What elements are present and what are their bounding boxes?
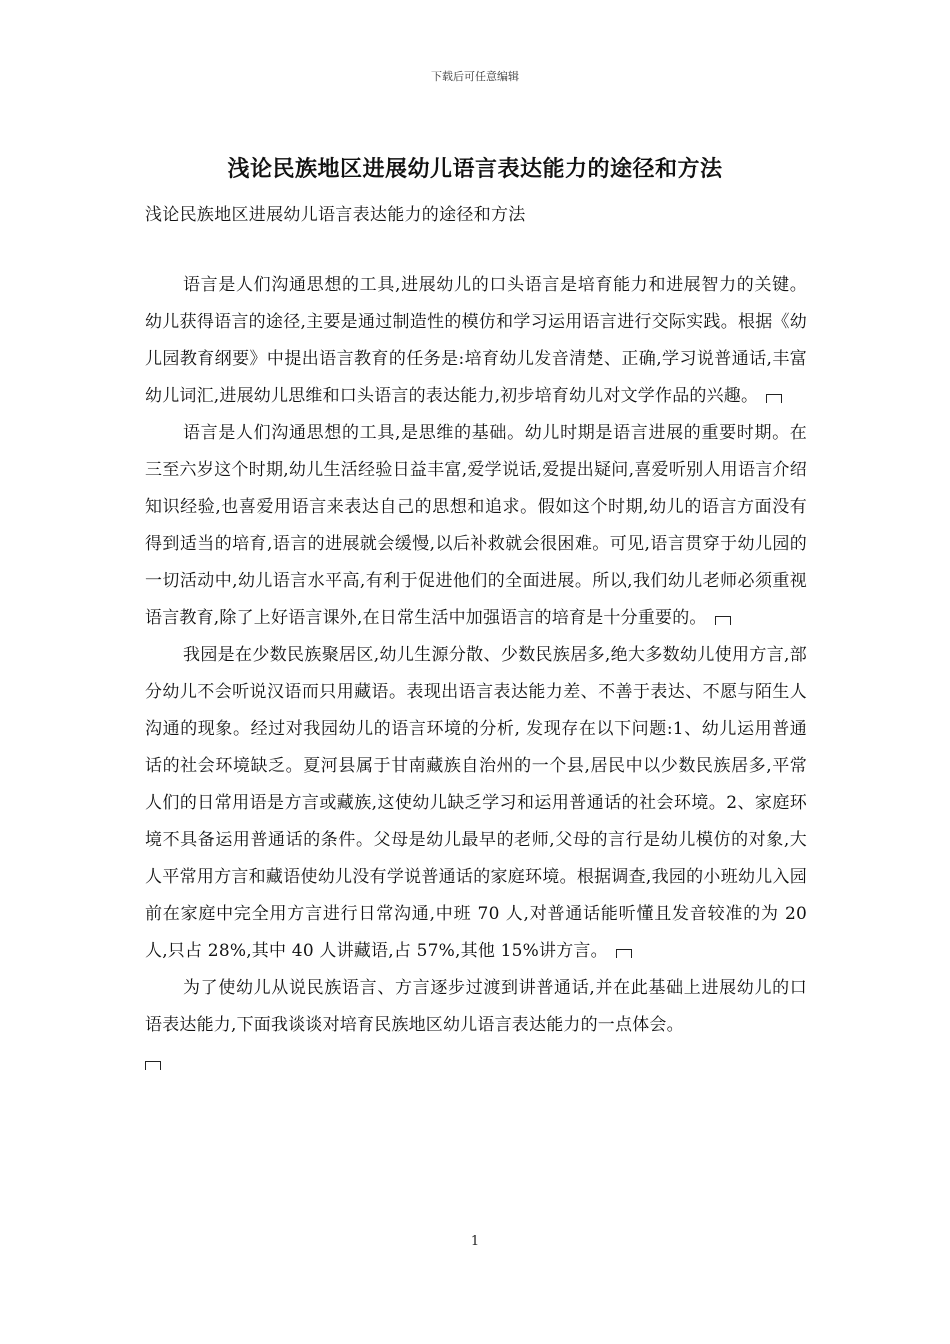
header-note: 下载后可任意编辑 (431, 70, 519, 83)
paragraph-mark-icon (766, 394, 782, 403)
document-subtitle: 浅论民族地区进展幼儿语言表达能力的途径和方法 (145, 205, 526, 225)
paragraph-mark-icon (616, 949, 632, 958)
paragraph-text: 我园是在少数民族聚居区,幼儿生源分散、少数民族居多,绝大多数幼儿使用方言,部分幼儿不会听说汉语而只用藏语。表现出语言表达能力差、不善于表达、不愿与陌生人沟通的现象。经过对我园幼儿的语言环境的分析, 发现存在以下问题:1、幼儿运用普通话的社会环境缺乏。夏河县属于甘南藏族自治州的一个县,居民中以少数民族居多,平常人们的日常用语是方言或藏族,这使幼儿缺乏学习和运用普通话的社会环境。2、家庭环境不具备运用普通话的条件。父母是幼儿最早的老师,父母的言行是幼儿模仿的对象,大人平常用方言和藏语使幼儿没有学说普通话的家庭环境。根据调查,我园的小班幼儿入园前在家庭中完全用方言进行日常沟通,中班 70 人,对普通话能听懂且发音较准的为 20 人,只占 28%,其中 40 人讲藏语,占 57%,其他 15%讲方言。 (145, 645, 807, 961)
paragraph (145, 637, 807, 970)
paragraph-mark-icon (715, 616, 731, 625)
paragraph (145, 415, 807, 637)
end-mark-line (145, 1044, 807, 1081)
document-body (145, 267, 807, 1081)
paragraph (145, 267, 807, 415)
paragraph-text: 为了使幼儿从说民族语言、方言逐步过渡到讲普通话,并在此基础上进展幼儿的口语表达能力,下面我谈谈对培育民族地区幼儿语言表达能力的一点体会。 (145, 978, 807, 1035)
paragraph-mark-icon (145, 1061, 161, 1070)
paragraph-text: 语言是人们沟通思想的工具,是思维的基础。幼儿时期是语言进展的重要时期。在三至六岁这个时期,幼儿生活经验日益丰富,爱学说话,爱提出疑问,喜爱听别人用语言介绍知识经验,也喜爱用语言来表达自己的思想和追求。假如这个时期,幼儿的语言方面没有得到适当的培育,语言的进展就会缓慢,以后补救就会很困难。可见,语言贯穿于幼儿园的一切活动中,幼儿语言水平高,有利于促进他们的全面进展。所以,我们幼儿老师必须重视语言教育,除了上好语言课外,在日常生活中加强语言的培育是十分重要的。 (145, 423, 807, 628)
paragraph (145, 970, 807, 1044)
page-number: 1 (470, 1234, 480, 1249)
paragraph-text: 语言是人们沟通思想的工具,进展幼儿的口头语言是培育能力和进展智力的关键。幼儿获得语言的途径,主要是通过制造性的模仿和学习运用语言进行交际实践。根据《幼儿园教育纲要》中提出语言教育的任务是:培育幼儿发音清楚、正确,学习说普通话,丰富幼儿词汇,进展幼儿思维和口头语言的表达能力,初步培育幼儿对文学作品的兴趣。 (145, 275, 807, 406)
document-title: 浅论民族地区进展幼儿语言表达能力的途径和方法 (227, 156, 723, 182)
